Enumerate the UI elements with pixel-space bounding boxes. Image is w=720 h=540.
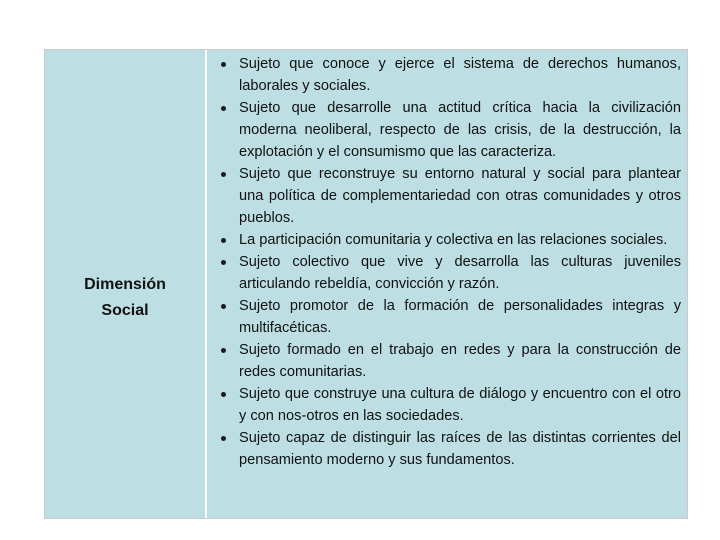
list-item-text: La participación comunitaria y colectiva en las relaciones sociales. — [239, 232, 668, 248]
list-item-text: Sujeto promotor de la formación de personalidades integras y multifacéticas. — [239, 298, 681, 336]
list-item-text: Sujeto capaz de distinguir las raíces de las distintas corrientes del pensamiento moderno y sus fundamentos. — [239, 430, 681, 468]
bullet-icon — [207, 53, 239, 75]
bullet-icon — [207, 229, 239, 251]
list-item-text: Sujeto formado en el trabajo en redes y para la construcción de redes comunitarias. — [239, 342, 681, 380]
dimension-label — [84, 272, 166, 324]
list-item — [207, 383, 681, 427]
list-item-text: Sujeto que desarrolle una actitud crítica hacia la civilización moderna neoliberal, respecto de las crisis, de la destrucción, la explotación y el consumismo que las caracteriza. — [239, 100, 681, 160]
bullet-icon — [207, 427, 239, 449]
list-item — [207, 251, 681, 295]
bullet-icon — [207, 339, 239, 361]
dimension-label-line1: Dimensión — [84, 276, 166, 293]
bullet-icon — [207, 295, 239, 317]
list-item — [207, 295, 681, 339]
list-item-text: Sujeto que reconstruye su entorno natural y social para plantear una política de complementariedad con otras comunidades y otros pueblos. — [239, 166, 681, 226]
list-item — [207, 427, 681, 471]
list-item — [207, 163, 681, 229]
bullet-icon — [207, 97, 239, 119]
dimension-cell — [45, 50, 207, 518]
description-list — [207, 53, 681, 471]
description-cell — [207, 50, 687, 518]
list-item — [207, 97, 681, 163]
list-item-text: Sujeto que construye una cultura de diálogo y encuentro con el otro y con nos-otros en las sociedades. — [239, 386, 681, 424]
list-item — [207, 229, 681, 251]
bullet-icon — [207, 163, 239, 185]
dimension-table — [44, 49, 688, 519]
list-item — [207, 339, 681, 383]
dimension-label-line2: Social — [101, 302, 149, 319]
bullet-icon — [207, 383, 239, 405]
list-item-text: Sujeto que conoce y ejerce el sistema de derechos humanos, laborales y sociales. — [239, 56, 681, 94]
list-item-text: Sujeto colectivo que vive y desarrolla las culturas juveniles articulando rebeldía, convicción y razón. — [239, 254, 681, 292]
list-item — [207, 53, 681, 97]
bullet-icon — [207, 251, 239, 273]
